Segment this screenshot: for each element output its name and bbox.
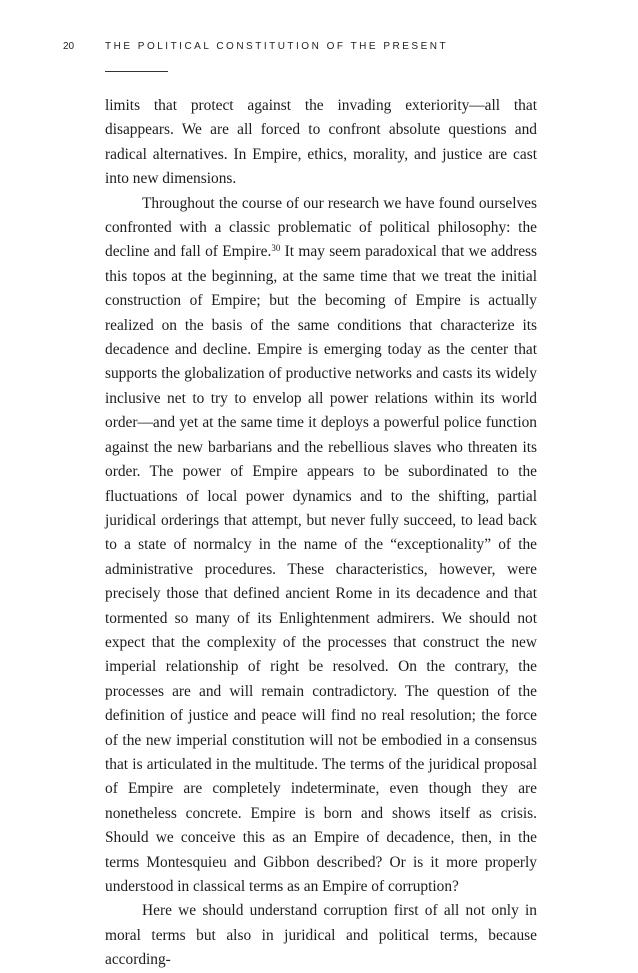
paragraph-2 [105,192,537,900]
page-number: 20 [63,41,75,52]
paragraph-2-rest: It may seem paradoxical that we address this topos at the beginning, at the same time that we treat the initial construction of Empire; but the becoming of Empire is actually realized on the basis of the same conditions that characterize its decadence and decline. Empire is emerging today as the center that supports the globalization of productive networks and casts its widely inclusive net to try to envelop all power relations within its world order—and yet at the same time it deploys a powerful police function against the new barbarians and the rebellious slaves who threaten its order. The power of Empire appears to be subordinated to the fluctuations of local power dynamics and to the shifting, partial juridical orderings that attempt, but never fully succeed, to lead back to a state of normalcy in the name of the “exceptionality” of the administrative procedures. These characteristics, however, were precisely those that defined ancient Rome in its decadence and that tormented so many of its Enlightenment admirers. We should not expect that the complexity of the processes that construct the new imperial relationship of right be resolved. On the contrary, the processes are and will remain contradictory. The question of the definition of justice and peace will find no real resolution; the force of the new imperial constitution will not be embodied in a consensus that is articulated in the multitude. The terms of the juridical proposal of Empire are completely indeterminate, even though they are nonetheless concrete. Empire is born and shows itself as crisis. Should we conceive this as an Empire of decadence, then, in the terms Montesquieu and Gibbon described? Or is it more properly understood in classical terms as an Empire of corruption? [105,243,538,895]
body-text [105,94,537,973]
paragraph-2-start: Throughout the course of our research we have found ourselves confronted with a classic problematic of political philosophy: the decline and fall of Empire. [105,194,537,261]
header-rule [105,71,168,72]
running-header [63,41,583,61]
paragraph-3: Here we should understand corruption first of all not only in moral terms but also in juridical and political terms, because according- [105,902,537,969]
paragraph-1: limits that protect against the invading exteriority—all that disappears. We are all forced to confront absolute questions and radical alternatives. In Empire, ethics, morality, and justice are cast into new dimensions. [105,97,537,188]
footnote-reference: 30 [271,243,281,254]
running-title: THE POLITICAL CONSTITUTION OF THE PRESENT [105,41,449,52]
